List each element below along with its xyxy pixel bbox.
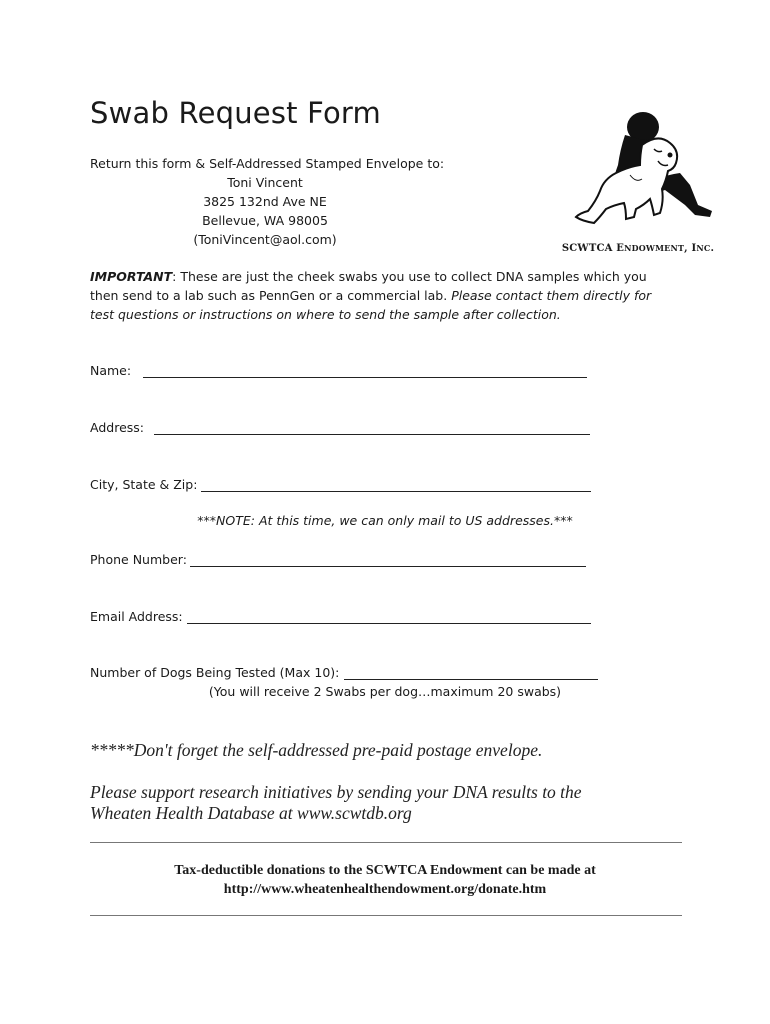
- city-state-zip-label: City, State & Zip:: [90, 477, 198, 492]
- form-title: Swab Request Form: [90, 96, 381, 130]
- city-state-zip-address: Bellevue, WA 98005: [202, 213, 328, 228]
- name-field[interactable]: [90, 363, 587, 378]
- important-label: IMPORTANT: [90, 269, 173, 284]
- scwtca-logo-icon: [570, 105, 720, 255]
- name-label: Name:: [90, 363, 132, 378]
- dogs-tested-input-line[interactable]: [344, 665, 598, 680]
- email-label: Email Address:: [90, 609, 183, 624]
- address-field[interactable]: [90, 420, 590, 435]
- address-input-line[interactable]: [154, 420, 590, 435]
- dogs-tested-field[interactable]: [90, 665, 598, 680]
- support-text-line-2: Wheaten Health Database at www.scwtdb.org: [90, 803, 412, 823]
- name-input-line[interactable]: [143, 363, 587, 378]
- phone-field[interactable]: [90, 552, 586, 567]
- support-text-line-1: Please support research initiatives by sending your DNA results to the: [90, 782, 582, 802]
- divider-top: [90, 842, 682, 843]
- email-field[interactable]: [90, 609, 591, 624]
- email-input-line[interactable]: [187, 609, 591, 624]
- important-notice: IMPORTANT: These are just the cheek swabs you use to collect DNA samples which you then send to a lab such as PennGen or a commercial lab. Please contact them directly for test questions or instructions on where to send the sample after collection.: [90, 269, 652, 322]
- address-label: Address:: [90, 420, 144, 435]
- donation-info: [90, 861, 680, 899]
- return-address: [140, 173, 390, 249]
- return-instructions: Return this form & Self-Addressed Stamped Envelope to:: [90, 156, 445, 171]
- city-state-zip-input-line[interactable]: [201, 477, 591, 492]
- street-address: 3825 132nd Ave NE: [203, 194, 327, 209]
- dogs-tested-label: Number of Dogs Being Tested (Max 10):: [90, 665, 340, 680]
- recipient-name: Toni Vincent: [227, 175, 303, 190]
- phone-input-line[interactable]: [190, 552, 586, 567]
- swab-quantity-note: (You will receive 2 Swabs per dog…maximum 20 swabs): [208, 684, 562, 699]
- city-state-zip-field[interactable]: [90, 477, 591, 492]
- mailing-note: ***NOTE: At this time, we can only mail to US addresses.***: [197, 513, 573, 528]
- envelope-reminder: *****Don't forget the self-addressed pre-paid postage envelope.: [90, 740, 543, 760]
- donation-text: Tax-deductible donations to the SCWTCA Endowment can be made at: [174, 863, 596, 878]
- contact-email: (ToniVincent@aol.com): [193, 232, 337, 247]
- phone-label: Phone Number:: [90, 552, 187, 567]
- divider-bottom: [90, 915, 682, 916]
- logo-caption: SCWTCA ENDOWMENT, INC.: [561, 243, 715, 254]
- donation-link[interactable]: http://www.wheatenhealthendowment.org/donate.htm: [223, 882, 547, 897]
